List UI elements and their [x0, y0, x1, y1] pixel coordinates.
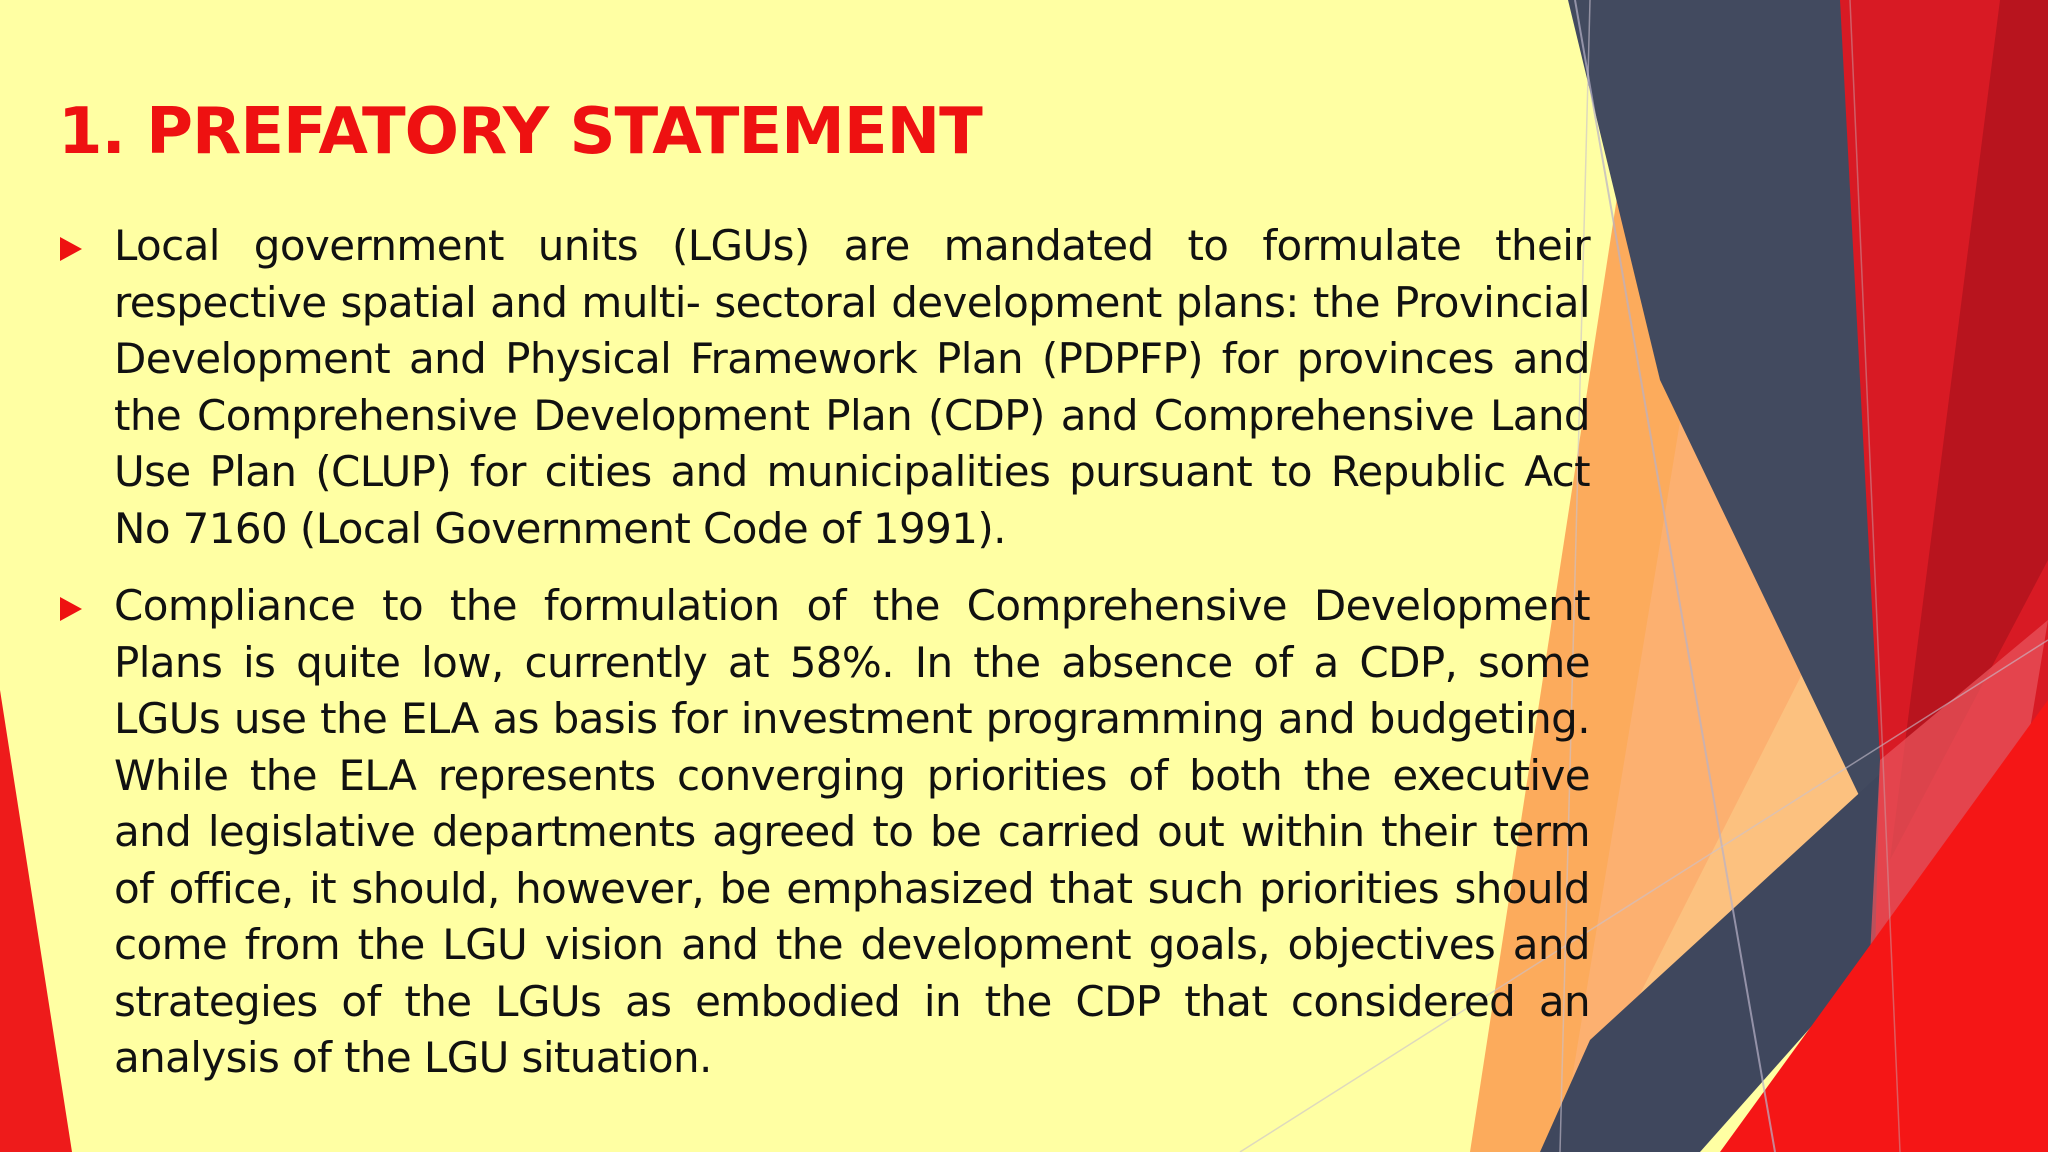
bullet-text: Local government units (LGUs) are mandated to formulate their respective spatial and multi- sectoral development plans: the Provincial Development and Physical Framework Plan (PDPFP) for provinces and the Comprehensive Development Plan (CDP) and Comprehensive Land Use Plan (CLUP) for cities and municipalities pursuant to Republic Act No 7160 (Local Government Code of 1991).	[114, 221, 1590, 553]
bullet-list	[58, 218, 1590, 1108]
red-triangle-bullet-icon	[60, 237, 82, 261]
bullet-text: Compliance to the formulation of the Comprehensive Development Plans is quite low, currently at 58%. In the absence of a CDP, some LGUs use the ELA as basis for investment programming and budgeting. While the ELA represents converging priorities of both the executive and legislative departments agreed to be carried out within their term of office, it should, however, be emphasized that such priorities should come from the LGU vision and the development goals, objectives and strategies of the LGUs as embodied in the CDP that considered an analysis of the LGU situation.	[114, 581, 1590, 1082]
bullet-item-cdp-compliance	[58, 578, 1590, 1087]
bullet-item-lgu-mandate	[58, 218, 1590, 557]
slide-title: 1. PREFATORY STATEMENT	[58, 95, 982, 169]
red-triangle-bullet-icon	[60, 597, 82, 621]
